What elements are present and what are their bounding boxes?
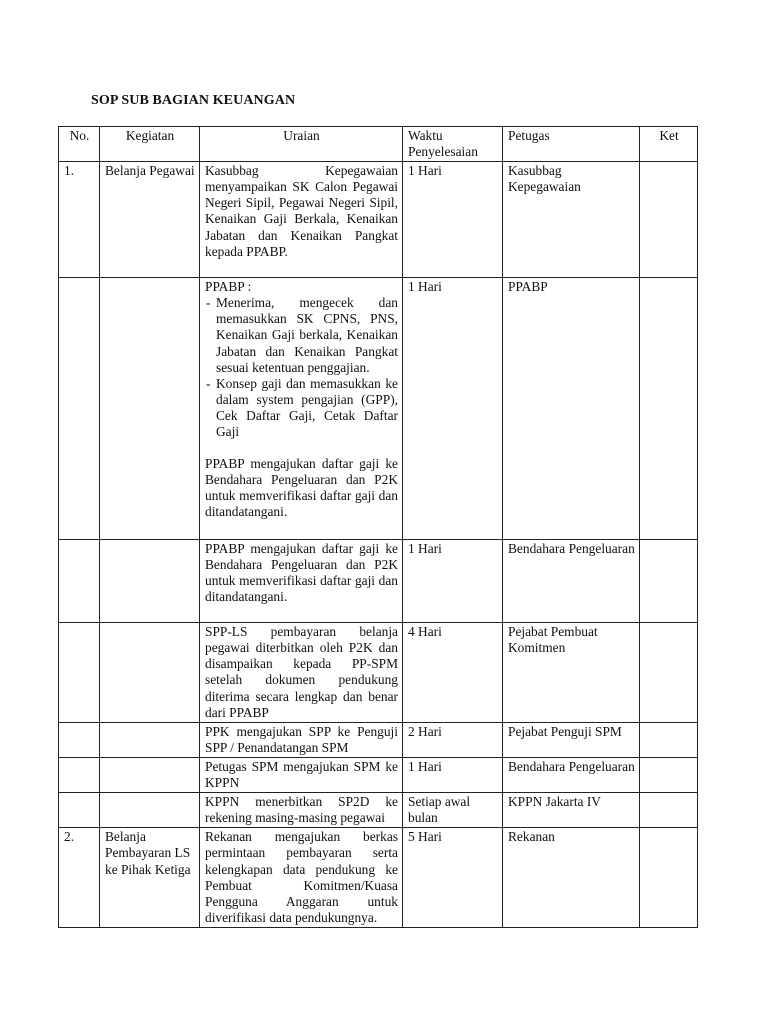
list-item: - Konsep gaji dan memasukkan ke dalam system pengajian (GPP), Cek Daftar Gaji, Cetak Daftar Gaji <box>205 376 398 440</box>
cell-no <box>59 722 100 757</box>
cell-ket <box>640 162 698 278</box>
cell-petugas: Bendahara Pengeluaran <box>503 757 640 792</box>
cell-no <box>59 278 100 540</box>
uraian-list <box>205 295 398 440</box>
table-row <box>59 540 698 623</box>
header-no: No. <box>59 127 100 162</box>
cell-petugas: Pejabat Penguji SPM <box>503 722 640 757</box>
cell-waktu: 1 Hari <box>403 757 503 792</box>
cell-ket <box>640 793 698 828</box>
cell-uraian: Kasubbag Kepegawaian menyampaikan SK Calon Pegawai Negeri Sipil, Pegawai Negeri Sipil, Kenaikan Gaji Berkala, Kenaikan Jabatan dan Kenaikan Pangkat kepada PPABP. <box>200 162 403 278</box>
cell-petugas: KPPN Jakarta IV <box>503 793 640 828</box>
cell-uraian: Rekanan mengajukan berkas permintaan pembayaran serta kelengkapan data pendukung ke Pembuat Komitmen/Kuasa Pengguna Anggaran untuk diverifikasi data pendukungnya. <box>200 828 403 928</box>
uraian-after: PPABP mengajukan daftar gaji ke Bendahara Pengeluaran dan P2K untuk memverifikasi daftar gaji dan ditandatangani. <box>205 456 398 520</box>
cell-kegiatan <box>100 623 200 723</box>
cell-no <box>59 623 100 723</box>
cell-no <box>59 540 100 623</box>
header-petugas: Petugas <box>503 127 640 162</box>
sop-table <box>58 126 698 928</box>
cell-waktu: 4 Hari <box>403 623 503 723</box>
cell-uraian: PPK mengajukan SPP ke Penguji SPP / Penandatangan SPM <box>200 722 403 757</box>
cell-kegiatan <box>100 722 200 757</box>
cell-kegiatan <box>100 793 200 828</box>
cell-petugas: Kasubbag Kepegawaian <box>503 162 640 278</box>
cell-uraian: SPP-LS pembayaran belanja pegawai diterbitkan oleh P2K dan disampaikan kepada PP-SPM setelah dokumen pendukung diterima secara lengkap dan benar dari PPABP <box>200 623 403 723</box>
cell-ket <box>640 278 698 540</box>
cell-kegiatan <box>100 757 200 792</box>
uraian-intro: PPABP : <box>205 279 252 295</box>
cell-kegiatan <box>100 540 200 623</box>
cell-no: 1. <box>59 162 100 278</box>
header-kegiatan: Kegiatan <box>100 127 200 162</box>
cell-uraian: Petugas SPM mengajukan SPM ke KPPN <box>200 757 403 792</box>
cell-kegiatan: Belanja Pegawai <box>100 162 200 278</box>
cell-ket <box>640 828 698 928</box>
table-row <box>59 757 698 792</box>
header-uraian: Uraian <box>200 127 403 162</box>
cell-uraian <box>200 278 403 540</box>
table-row <box>59 793 698 828</box>
cell-no <box>59 757 100 792</box>
cell-kegiatan: Belanja Pembayaran LS ke Pihak Ketiga <box>100 828 200 928</box>
header-waktu: Waktu Penyelesaian <box>403 127 503 162</box>
cell-no: 2. <box>59 828 100 928</box>
table-header-row <box>59 127 698 162</box>
cell-petugas: PPABP <box>503 278 640 540</box>
cell-uraian: KPPN menerbitkan SP2D ke rekening masing-masing pegawai <box>200 793 403 828</box>
cell-waktu: 5 Hari <box>403 828 503 928</box>
cell-ket <box>640 623 698 723</box>
cell-ket <box>640 757 698 792</box>
cell-waktu: 2 Hari <box>403 722 503 757</box>
table-row <box>59 828 698 928</box>
cell-waktu: 1 Hari <box>403 540 503 623</box>
cell-no <box>59 793 100 828</box>
document-title: SOP SUB BAGIAN KEUANGAN <box>91 93 296 108</box>
table-row <box>59 278 698 540</box>
cell-kegiatan <box>100 278 200 540</box>
table-row <box>59 162 698 278</box>
header-ket: Ket <box>640 127 698 162</box>
cell-petugas: Bendahara Pengeluaran <box>503 540 640 623</box>
list-item: - Menerima, mengecek dan memasukkan SK CPNS, PNS, Kenaikan Gaji berkala, Kenaikan Jabatan dan Kenaikan Pangkat sesuai ketentuan penggajian. <box>205 295 398 375</box>
cell-petugas: Pejabat Pembuat Komitmen <box>503 623 640 723</box>
cell-ket <box>640 722 698 757</box>
cell-waktu: 1 Hari <box>403 278 503 540</box>
cell-waktu: Setiap awal bulan <box>403 793 503 828</box>
cell-ket <box>640 540 698 623</box>
cell-waktu: 1 Hari <box>403 162 503 278</box>
cell-uraian: PPABP mengajukan daftar gaji ke Bendahara Pengeluaran dan P2K untuk memverifikasi daftar gaji dan ditandatangani. <box>200 540 403 623</box>
table-row <box>59 722 698 757</box>
table-row <box>59 623 698 723</box>
cell-petugas: Rekanan <box>503 828 640 928</box>
